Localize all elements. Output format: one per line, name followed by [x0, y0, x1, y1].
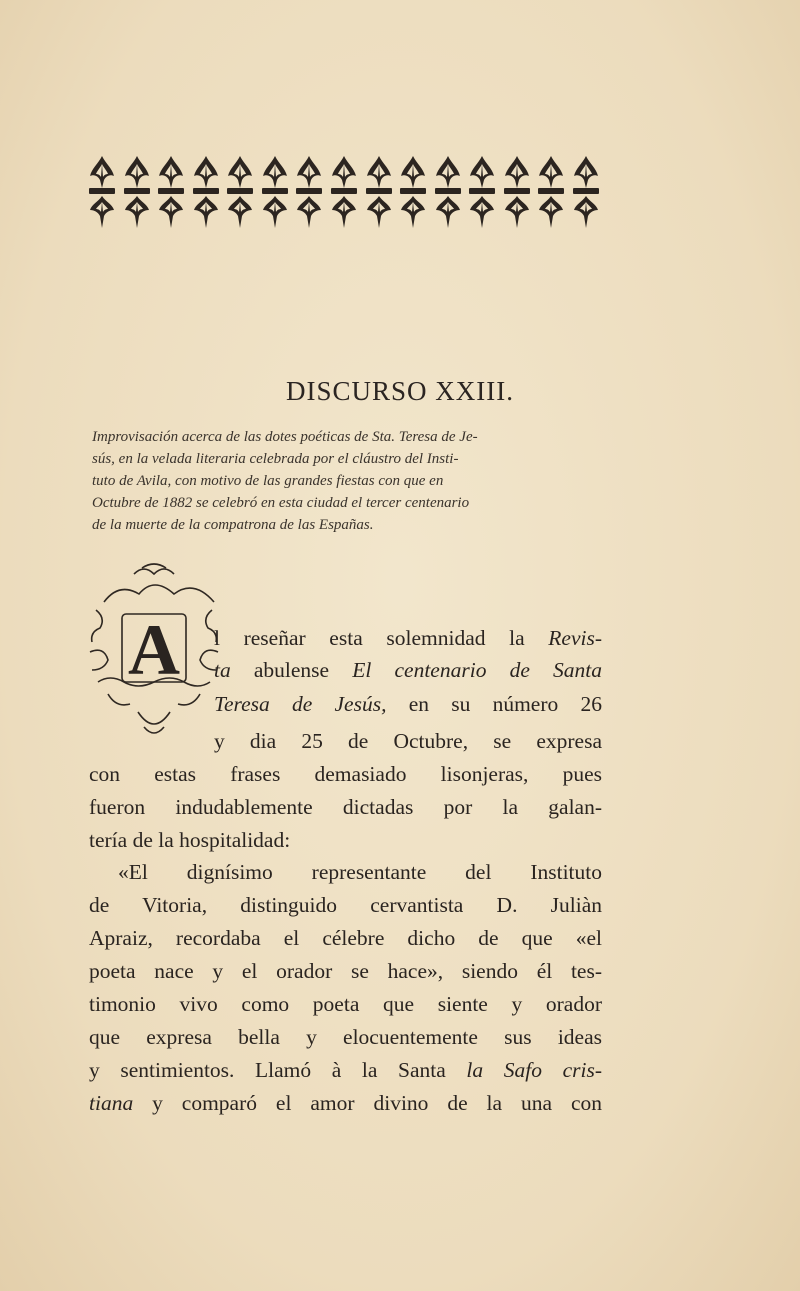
body-line: que expresa bella y elocuentemente sus ideas: [89, 1025, 602, 1049]
body-line: de Vitoria, distinguido cervantista D. Juliàn: [89, 893, 602, 917]
fleuron-ornament: [432, 154, 464, 230]
fleuron-ornament: [86, 154, 118, 230]
body-line: Apraiz, recordaba el célebre dicho de que «el: [89, 926, 602, 950]
body-line: [89, 1091, 602, 1116]
body-italic: ta: [214, 658, 231, 682]
body-text: y comparó el amor divino de la una con: [133, 1091, 602, 1115]
summary-line: Improvisación acerca de las dotes poéticas de Sta. Teresa de Je-: [92, 429, 478, 445]
chapter-summary: [92, 426, 602, 536]
fleuron-ornament: [397, 154, 429, 230]
summary-line: tuto de Avila, con motivo de las grandes fiestas con que en: [92, 473, 444, 489]
summary-line: Octubre de 1882 se celebró en esta ciudad el tercer centenario: [92, 495, 470, 511]
fleuron-ornament: [155, 154, 187, 230]
fleuron-ornament: [293, 154, 325, 230]
body-line: poeta nace y el orador se hace», siendo él tes-: [89, 959, 602, 983]
decorated-initial: [84, 562, 224, 752]
fleuron-ornament: [190, 154, 222, 230]
fleuron-ornament: [121, 154, 153, 230]
body-italic: tiana: [89, 1091, 134, 1115]
body-line: [214, 626, 602, 651]
fleuron-ornament: [224, 154, 256, 230]
fleuron-ornament: [259, 154, 291, 230]
fleuron-ornament: [501, 154, 533, 230]
body-italic: Revis-: [548, 626, 602, 650]
fleuron-ornament: [535, 154, 567, 230]
body-line: fueron indudablemente dictadas por la galan-: [89, 795, 602, 819]
body-line: y dia 25 de Octubre, se expresa: [214, 729, 602, 753]
summary-line: de la muerte de la compatrona de las Españas.: [92, 517, 374, 533]
fleuron-ornament: [570, 154, 602, 230]
body-italic: El centenario de Santa: [352, 658, 602, 682]
fleuron-ornament: [328, 154, 360, 230]
body-text: en su número 26: [386, 692, 602, 716]
body-text: abulense: [230, 658, 353, 682]
body-line: timonio vivo como poeta que siente y orador: [89, 992, 602, 1016]
body-text: l reseñar esta solemnidad la: [214, 626, 549, 650]
chapter-heading: DISCURSO XXIII.: [285, 376, 514, 406]
body-line: «El dignísimo representante del Instituto: [118, 860, 602, 884]
fleuron-border: [86, 152, 602, 232]
body-line: [89, 1058, 602, 1083]
body-line: [214, 658, 602, 683]
fleuron-ornament: [466, 154, 498, 230]
fleuron-ornament: [363, 154, 395, 230]
body-italic: Teresa de Jesús,: [214, 692, 387, 716]
body-line: con estas frases demasiado lisonjeras, pues: [89, 762, 602, 786]
summary-line: sús, en la velada literaria celebrada por el cláustro del Insti-: [92, 451, 459, 467]
body-text: y sentimientos. Llamó à la Santa: [89, 1058, 467, 1082]
body-line: tería de la hospitalidad:: [89, 828, 291, 852]
drop-cap-letter: A: [128, 610, 180, 690]
body-line: [214, 692, 602, 717]
body-italic: la Safo cris-: [466, 1058, 602, 1082]
